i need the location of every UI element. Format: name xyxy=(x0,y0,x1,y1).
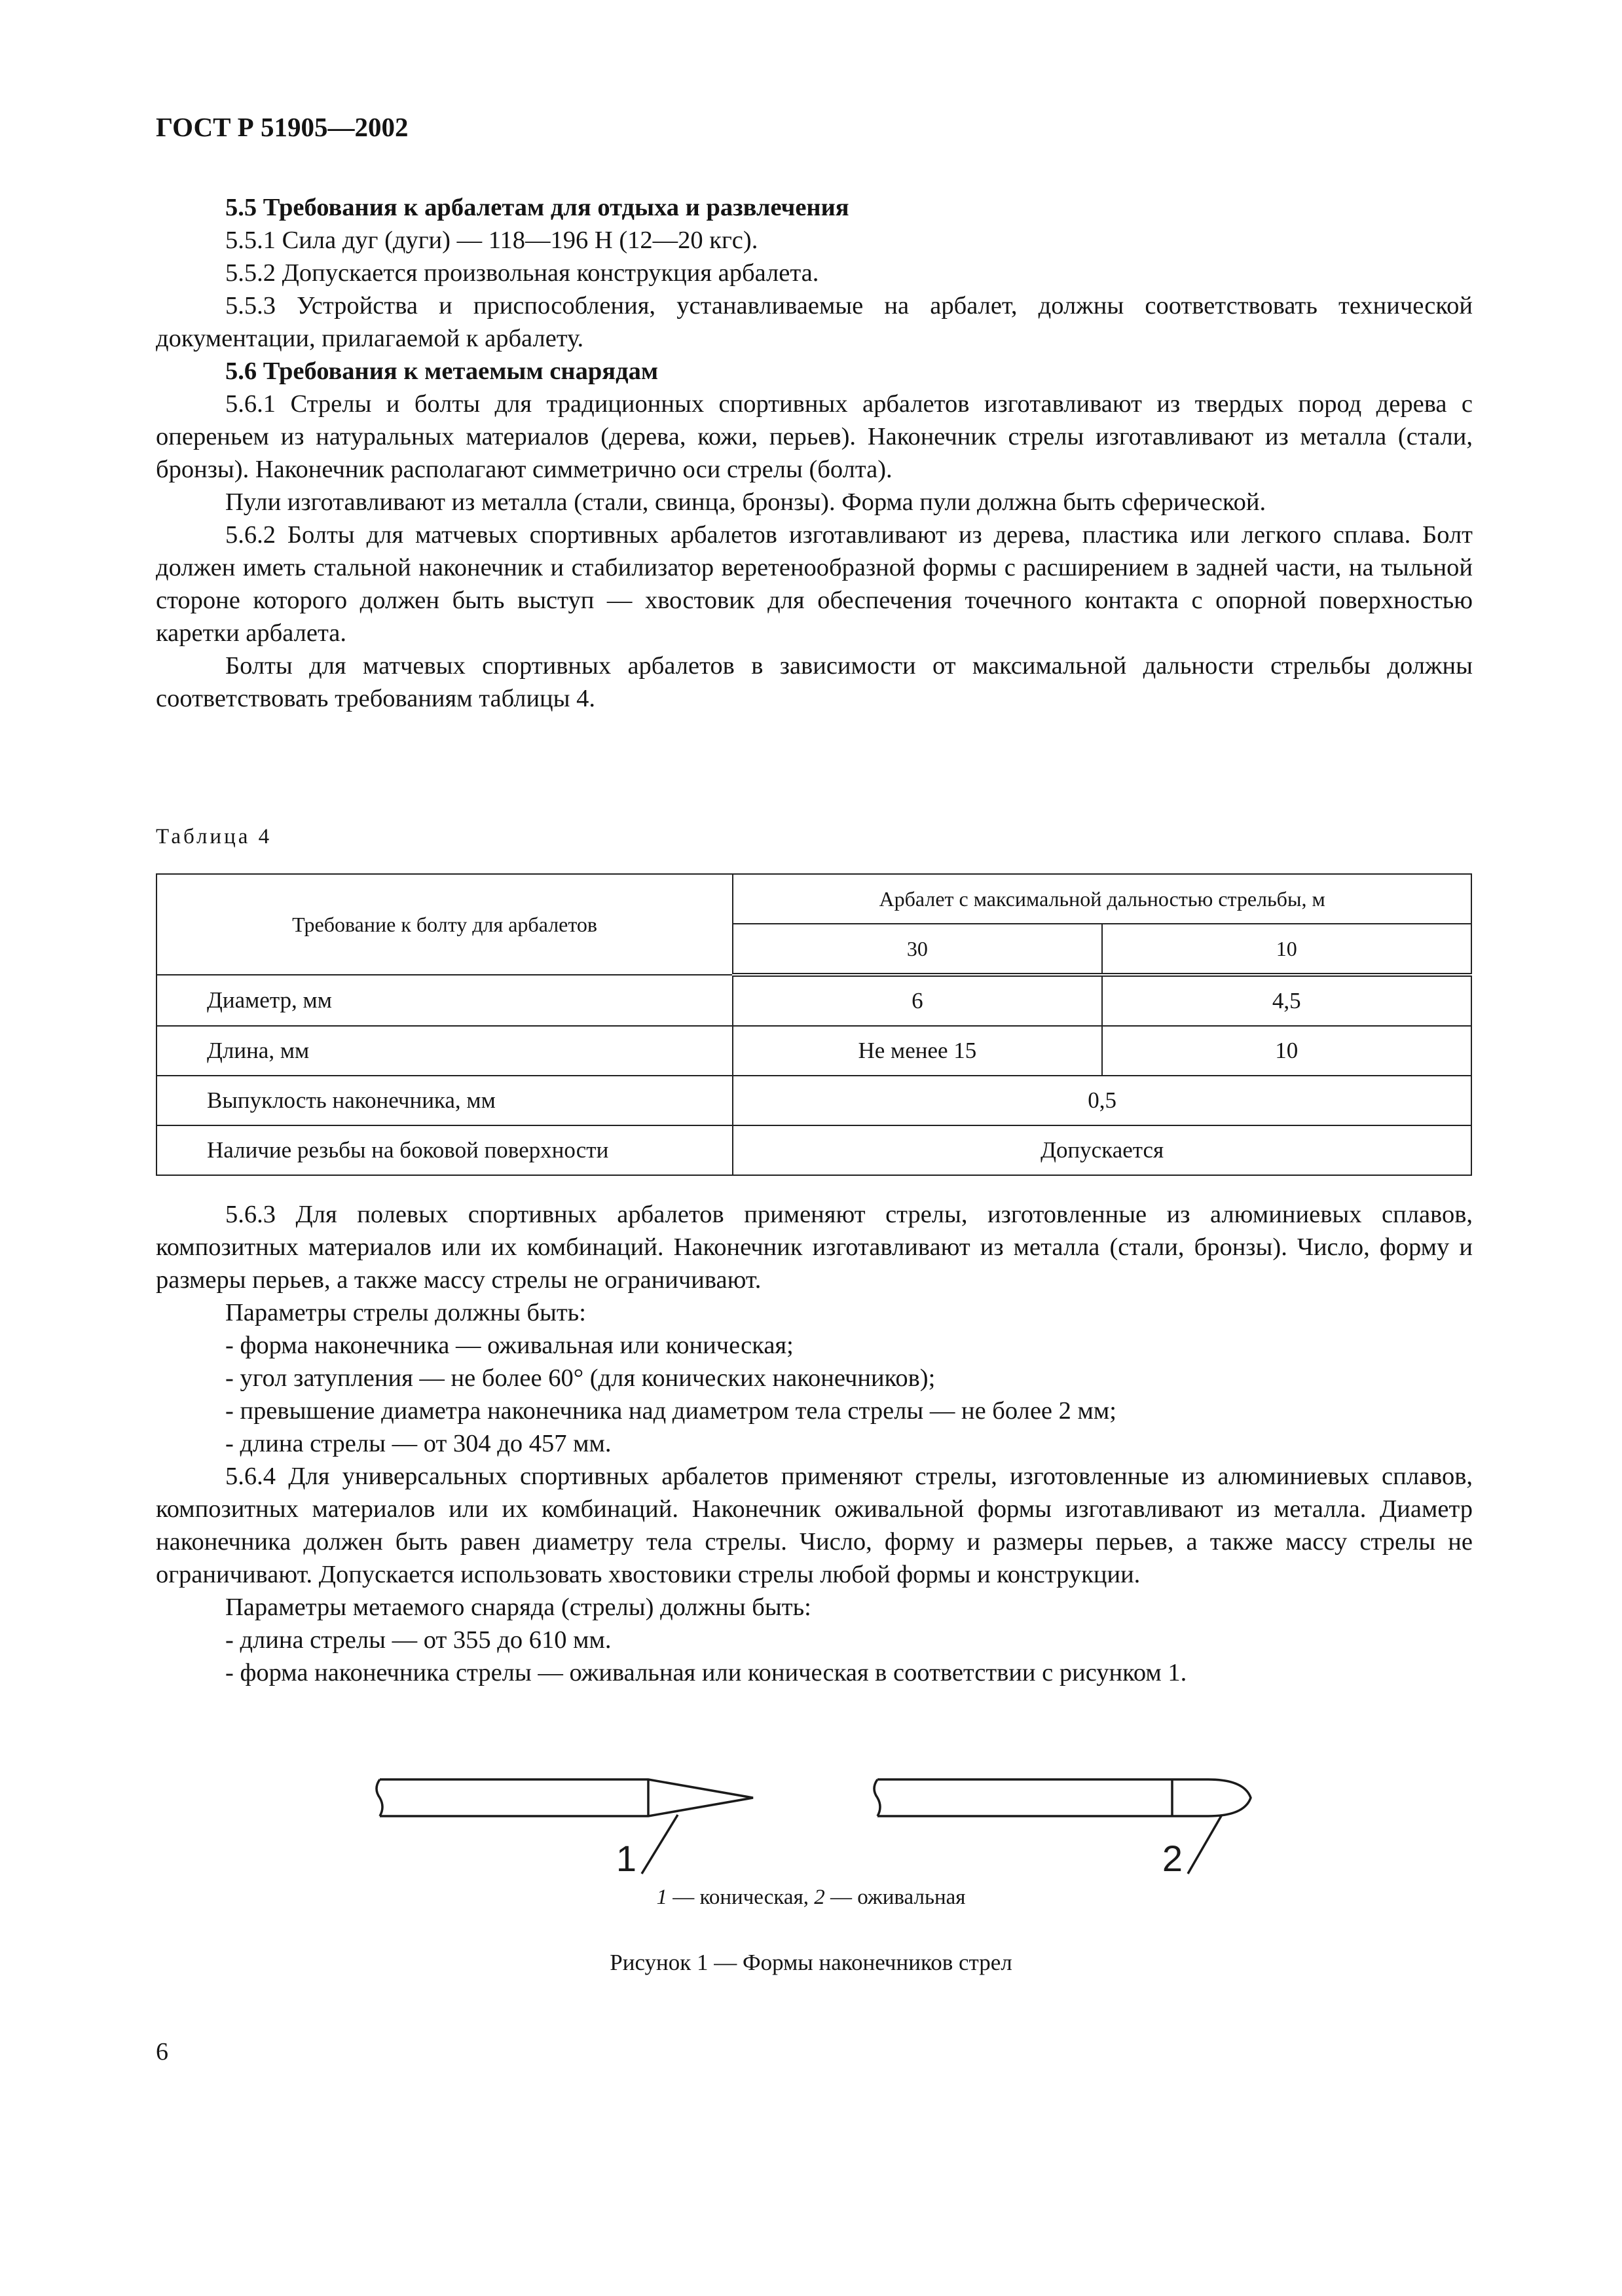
table-cell-value: Не менее 15 xyxy=(733,1026,1101,1076)
table-group-header: Арбалет с максимальной дальностью стрельбы, м xyxy=(733,874,1471,924)
section-5-5-text xyxy=(156,191,1473,715)
paragraph-5-5-1: 5.5.1 Сила дуг (дуги) — 118—196 Н (12—20 кгс). xyxy=(225,227,758,254)
figure-caption: Рисунок 1 — Формы наконечников стрел xyxy=(610,1950,1012,1975)
table-label: Таблица 4 xyxy=(156,825,272,848)
table-row xyxy=(157,1076,1471,1125)
table-cell-merged: 0,5 xyxy=(733,1076,1471,1125)
table-row xyxy=(157,1125,1471,1175)
table-cell-value: 6 xyxy=(733,975,1101,1026)
table-cell-name: Выпуклость наконечника, мм xyxy=(157,1076,733,1125)
list-item: - форма наконечника стрелы — оживальная или коническая в соответствии с рисунком 1. xyxy=(225,1659,1187,1686)
table-4 xyxy=(156,873,1472,1176)
legend-number-2: 2 xyxy=(814,1886,825,1909)
page-number: 6 xyxy=(156,2038,168,2066)
list-item: - превышение диаметра наконечника над диаметром тела стрелы — не более 2 мм; xyxy=(225,1397,1116,1425)
paragraph-params-intro-2: Параметры метаемого снаряда (стрелы) должны быть: xyxy=(225,1594,811,1621)
paragraph-5-5-2: 5.5.2 Допускается произвольная конструкция арбалета. xyxy=(225,259,819,287)
heading-5-6: 5.6 Требования к метаемым снарядам xyxy=(225,357,659,385)
legend-text-2: — оживальная xyxy=(824,1886,966,1909)
paragraph-5-6-1: 5.6.1 Стрелы и болты для традиционных спортивных арбалетов изготавливают из твердых пород дерева с опереньем из натуральных материалов (дерева, кожи, перьев). Наконечник стрелы изготавливают из металла (стали, бронзы). Наконечник располагают симметрично оси стрелы (болта). xyxy=(156,390,1473,483)
legend-text-1: — коническая, xyxy=(667,1886,815,1909)
table-col-header: Требование к болту для арбалетов xyxy=(157,874,733,975)
table-cell-value: 10 xyxy=(1102,1026,1471,1076)
figure-label-1: 1 xyxy=(616,1838,636,1879)
ogival-arrow-drawing xyxy=(874,1779,1251,1874)
figure-label-2: 2 xyxy=(1162,1838,1183,1879)
table-subheader-30: 30 xyxy=(733,924,1101,975)
heading-5-5: 5.5 Требования к арбалетам для отдыха и развлечения xyxy=(225,194,849,221)
arrow-tips-figure xyxy=(367,1755,1283,1886)
table-row xyxy=(157,975,1471,1026)
document-code: ГОСТ Р 51905—2002 xyxy=(156,112,409,142)
table-cell-name: Длина, мм xyxy=(157,1026,733,1076)
table-cell-name: Наличие резьбы на боковой поверхности xyxy=(157,1125,733,1175)
section-5-6-3-text xyxy=(156,1198,1473,1689)
table-cell-name: Диаметр, мм xyxy=(157,975,733,1026)
table-cell-merged: Допускается xyxy=(733,1125,1471,1175)
paragraph-bolts-table-ref: Болты для матчевых спортивных арбалетов в зависимости от максимальной дальности стрельбы должны соответствовать требованиям таблицы 4. xyxy=(156,652,1473,712)
table-cell-value: 4,5 xyxy=(1102,975,1471,1026)
paragraph-bullets: Пули изготавливают из металла (стали, свинца, бронзы). Форма пули должна быть сферической. xyxy=(225,488,1266,516)
legend-number-1: 1 xyxy=(656,1886,667,1909)
paragraph-5-6-4: 5.6.4 Для универсальных спортивных арбалетов применяют стрелы, изготовленные из алюминиевых сплавов, композитных материалов или их комбинаций. Наконечник оживальной формы изготавливают из металла. Диаметр наконечника должен быть равен диаметру тела стрелы. Число, форму и размеры перьев, а также массу стрелы не ограничивают. Допускается использовать хвостовики стрелы любой формы и конструкции. xyxy=(156,1463,1473,1588)
list-item: - форма наконечника — оживальная или коническая; xyxy=(225,1332,794,1359)
paragraph-5-6-2: 5.6.2 Болты для матчевых спортивных арбалетов изготавливают из дерева, пластика или легкого сплава. Болт должен иметь стальной наконечник и стабилизатор веретенообразной формы с расширением в задней части, на тыльной стороне которого должен быть выступ — хвостовик для обеспечения точечного контакта с опорной поверхностью каретки арбалета. xyxy=(156,521,1473,647)
list-item: - длина стрелы — от 355 до 610 мм. xyxy=(225,1626,612,1654)
table-row xyxy=(157,1026,1471,1076)
paragraph-params-intro: Параметры стрелы должны быть: xyxy=(225,1299,586,1326)
table-subheader-10: 10 xyxy=(1102,924,1471,975)
paragraph-5-6-3: 5.6.3 Для полевых спортивных арбалетов применяют стрелы, изготовленные из алюминиевых сплавов, композитных материалов или их комбинаций. Наконечник изготавливают из металла (стали, бронзы). Число, форму и размеры перьев, а также массу стрелы не ограничивают. xyxy=(156,1201,1473,1294)
list-item: - длина стрелы — от 304 до 457 мм. xyxy=(225,1430,612,1457)
figure-legend xyxy=(0,1886,1622,1910)
conical-arrow-drawing xyxy=(377,1779,753,1874)
paragraph-5-5-3: 5.5.3 Устройства и приспособления, устанавливаемые на арбалет, должны соответствовать технической документации, прилагаемой к арбалету. xyxy=(156,292,1473,352)
list-item: - угол затупления — не более 60° (для конических наконечников); xyxy=(225,1364,936,1392)
